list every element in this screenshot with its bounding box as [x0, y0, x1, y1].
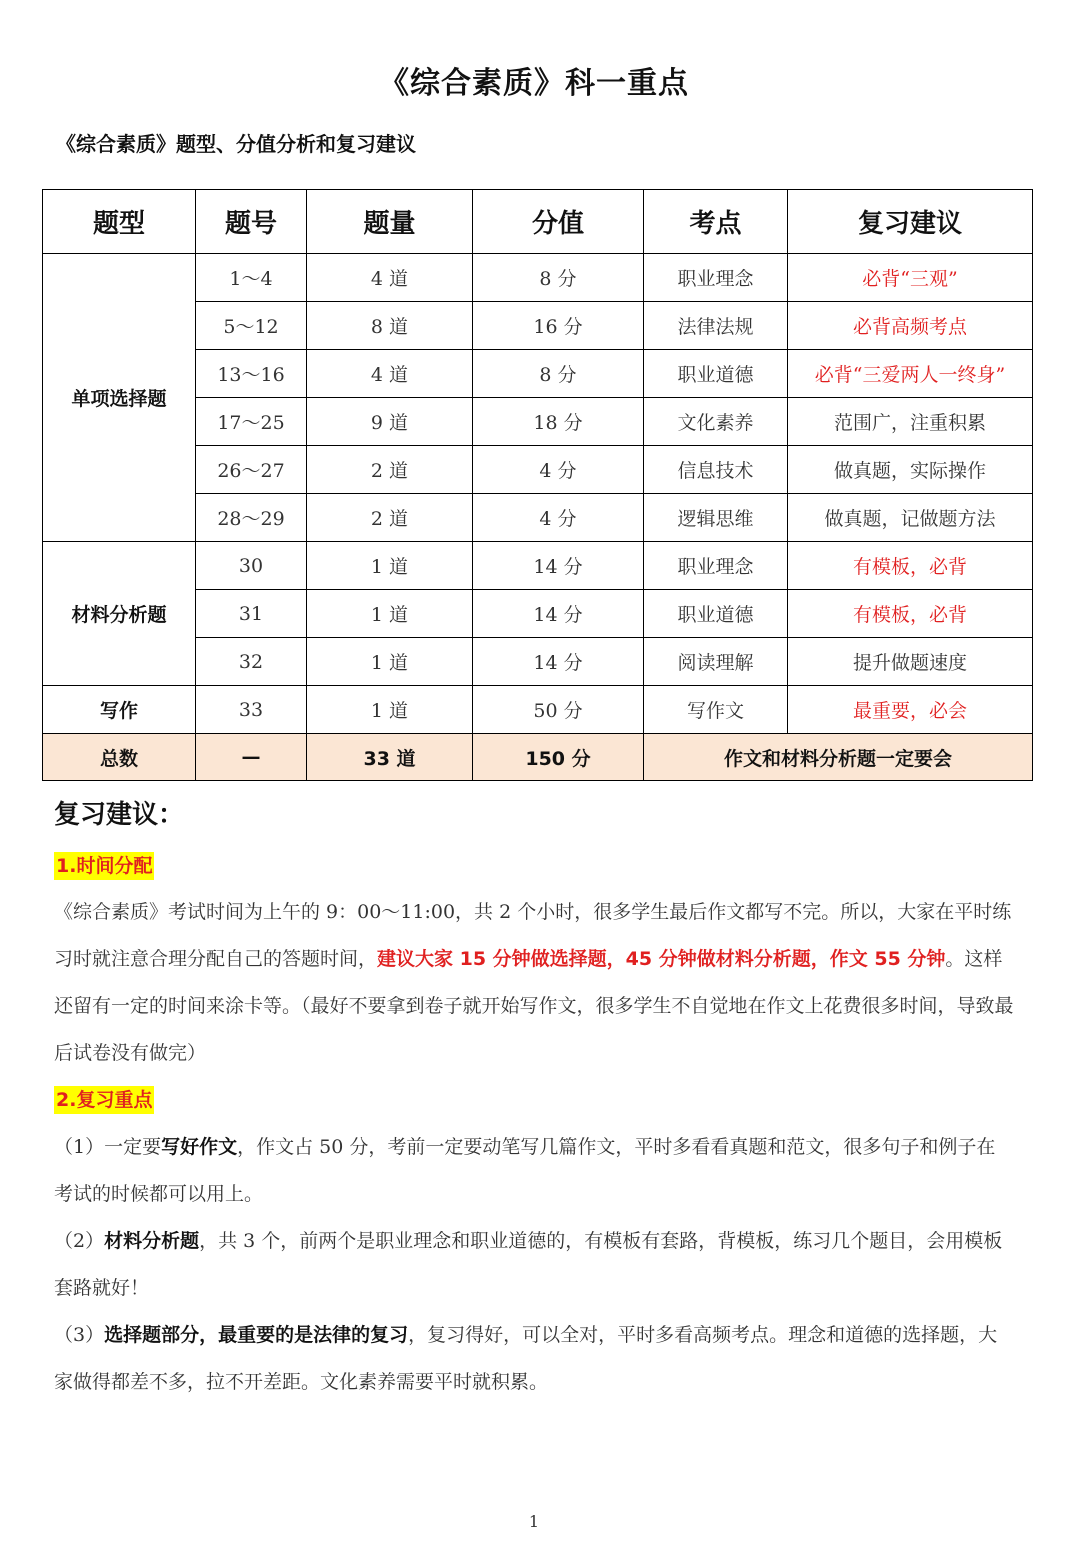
table-row	[43, 254, 1033, 302]
bold-text: 写好作文	[161, 1136, 238, 1158]
cell-advice: 范围广，注重积累	[788, 398, 1033, 446]
paragraph-text: 。这样还留有一定的时间来涂卡等。（最好不要拿到卷子就开始写作文，很多学生不自觉地在作文上花费很多时间，导致最后试卷没有做完）	[54, 948, 1014, 1064]
cell-number: 5～12	[196, 302, 307, 350]
cell-score: 18 分	[473, 398, 644, 446]
cell-quantity: 9 道	[307, 398, 473, 446]
cell-topic: 信息技术	[644, 446, 788, 494]
paragraph-text: ，共 3 个，前两个是职业理念和职业道德的，有模板有套路，背模板，练习几个题目，会用模板套路就好！	[54, 1230, 1003, 1299]
cell-number: 33	[196, 686, 307, 734]
paragraph-key-point-2	[54, 1218, 1014, 1312]
paragraph-text: ，复习得好，可以全对，平时多看高频考点。理念和道德的选择题，大家做得都差不多，拉不开差距。文化素养需要平时就积累。	[54, 1324, 998, 1393]
paragraph-key-point-3	[54, 1312, 1014, 1406]
cell-topic: 阅读理解	[644, 638, 788, 686]
paragraph-text: ，作文占 50 分，考前一定要动笔写几篇作文，平时多看看真题和范文，很多句子和例子在考试的时候都可以用上。	[54, 1136, 996, 1205]
header-type: 题型	[43, 190, 196, 254]
exam-structure-table	[42, 189, 1033, 781]
total-quantity: 33 道	[307, 734, 473, 781]
paragraph-text: 《综合素质》考试时间为上午的 9：00～11:00，共 2 个小时，很多学生最后作文都写不完。所以，大家在平时练习时就注意合理分配自己的答题时间，	[54, 901, 1012, 970]
total-number: —	[196, 734, 307, 781]
header-quantity: 题量	[307, 190, 473, 254]
cell-quantity: 2 道	[307, 494, 473, 542]
advice-heading: 复习建议：	[54, 800, 185, 830]
cell-score: 8 分	[473, 350, 644, 398]
cell-quantity: 1 道	[307, 542, 473, 590]
bold-text: 选择题部分，最重要的是法律的复习	[104, 1324, 409, 1346]
table-header-row	[43, 190, 1033, 254]
paragraph-time-allocation	[54, 889, 1014, 1077]
cell-number: 31	[196, 590, 307, 638]
group-single-choice: 单项选择题	[43, 254, 196, 542]
header-score: 分值	[473, 190, 644, 254]
cell-advice: 必背“三观”	[788, 254, 1033, 302]
cell-topic: 文化素养	[644, 398, 788, 446]
table-row	[43, 542, 1033, 590]
cell-quantity: 8 道	[307, 302, 473, 350]
cell-advice: 有模板，必背	[788, 590, 1033, 638]
paragraph-text: （1）一定要	[54, 1136, 162, 1158]
table-total-row	[43, 734, 1033, 781]
group-material-analysis: 材料分析题	[43, 542, 196, 686]
cell-topic: 写作文	[644, 686, 788, 734]
paragraph-text: （3）	[54, 1324, 105, 1346]
cell-score: 14 分	[473, 638, 644, 686]
cell-advice: 最重要，必会	[788, 686, 1033, 734]
cell-number: 28～29	[196, 494, 307, 542]
cell-score: 4 分	[473, 446, 644, 494]
cell-quantity: 2 道	[307, 446, 473, 494]
cell-quantity: 1 道	[307, 590, 473, 638]
paragraph-key-point-1	[54, 1124, 1014, 1218]
total-advice: 作文和材料分析题一定要会	[644, 734, 1033, 781]
paragraph-text: （2）	[54, 1230, 105, 1252]
cell-number: 13～16	[196, 350, 307, 398]
cell-topic: 职业道德	[644, 350, 788, 398]
cell-advice: 必背高频考点	[788, 302, 1033, 350]
cell-advice: 提升做题速度	[788, 638, 1033, 686]
cell-score: 4 分	[473, 494, 644, 542]
cell-advice: 做真题，记做题方法	[788, 494, 1033, 542]
cell-score: 14 分	[473, 590, 644, 638]
bold-text: 材料分析题	[104, 1230, 200, 1252]
group-writing: 写作	[43, 686, 196, 734]
total-score: 150 分	[473, 734, 644, 781]
page-title: 《综合素质》科一重点	[379, 66, 689, 101]
cell-topic: 法律法规	[644, 302, 788, 350]
cell-score: 14 分	[473, 542, 644, 590]
section-time-allocation-heading: 1.时间分配	[54, 852, 154, 880]
header-number: 题号	[196, 190, 307, 254]
total-label: 总数	[43, 734, 196, 781]
section-key-points-heading: 2.复习重点	[54, 1086, 154, 1114]
cell-advice: 有模板，必背	[788, 542, 1033, 590]
cell-number: 30	[196, 542, 307, 590]
header-advice: 复习建议	[788, 190, 1033, 254]
cell-score: 16 分	[473, 302, 644, 350]
cell-quantity: 1 道	[307, 686, 473, 734]
highlight-text: 建议大家 15 分钟做选择题，45 分钟做材料分析题，作文 55 分钟	[377, 948, 946, 970]
cell-number: 17～25	[196, 398, 307, 446]
section-subtitle: 《综合素质》题型、分值分析和复习建议	[56, 132, 416, 156]
cell-score: 8 分	[473, 254, 644, 302]
cell-number: 32	[196, 638, 307, 686]
cell-topic: 职业理念	[644, 542, 788, 590]
cell-topic: 逻辑思维	[644, 494, 788, 542]
cell-quantity: 4 道	[307, 254, 473, 302]
page-number: 1	[528, 1512, 540, 1531]
cell-quantity: 4 道	[307, 350, 473, 398]
cell-score: 50 分	[473, 686, 644, 734]
cell-advice: 做真题，实际操作	[788, 446, 1033, 494]
cell-quantity: 1 道	[307, 638, 473, 686]
table-row	[43, 686, 1033, 734]
cell-topic: 职业理念	[644, 254, 788, 302]
cell-advice: 必背“三爱两人一终身”	[788, 350, 1033, 398]
cell-number: 26～27	[196, 446, 307, 494]
cell-number: 1～4	[196, 254, 307, 302]
cell-topic: 职业道德	[644, 590, 788, 638]
header-topic: 考点	[644, 190, 788, 254]
